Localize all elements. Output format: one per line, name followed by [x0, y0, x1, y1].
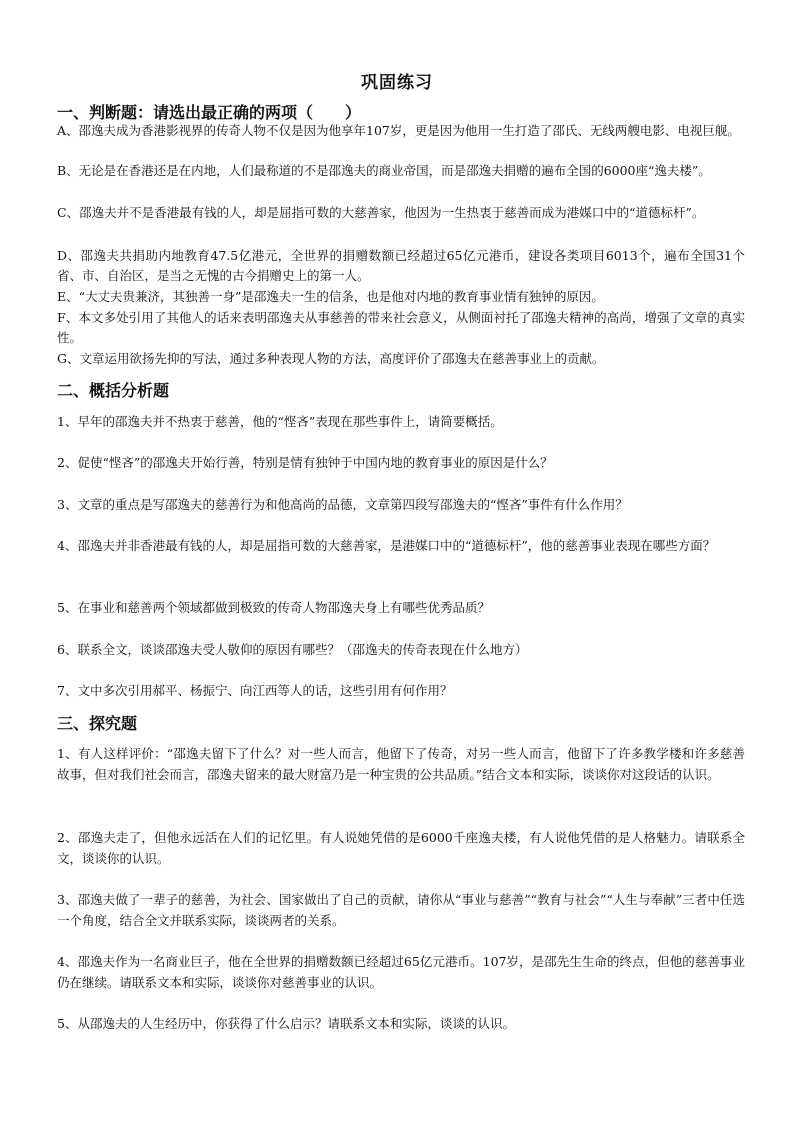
analysis-question-3: 3、文章的重点是写邵逸夫的慈善行为和他高尚的品德，文章第四段写邵逸夫的“悭吝”事件有什么作用？ [57, 497, 628, 512]
section3-heading: 三、探究题 [57, 714, 138, 733]
analysis-question-2: 2、促使“悭吝”的邵逸夫开始行善，特别是情有独钟于中国内地的教育事业的原因是什么？ [57, 455, 553, 470]
option-d: D、邵逸夫共捐助内地教育47.5亿港元，全世界的捐赠数额已经超过65亿元港币，建设各类项目6013个，遍布全国31个省、市、自治区，是当之无愧的古今捐赠史上的第一人。 [57, 248, 745, 283]
option-g: G、文章运用欲扬先抑的写法，通过多种表现人物的方法，高度评价了邵逸夫在慈善事业上的贡献。 [57, 351, 605, 366]
option-b: B、无论是在香港还是在内地，人们最称道的不是邵逸夫的商业帝国，而是邵逸夫捐赠的遍布全国的6000座“逸夫楼”。 [57, 163, 711, 178]
inquiry-question-5: 5、从邵逸夫的人生经历中，你获得了什么启示？请联系文本和实际，谈谈的认识。 [57, 1016, 515, 1031]
inquiry-question-2: 2、邵逸夫走了，但他永远活在人们的记忆里。有人说她凭借的是6000千座逸夫楼，有人说他凭借的是人格魅力。请联系全文，谈谈你的认识。 [57, 830, 745, 866]
inquiry-question-4: 4、邵逸夫作为一名商业巨子，他在全世界的捐赠数额已经超过65亿元港币。107岁，是邵先生生命的终点，但他的慈善事业仍在继续。请联系文本和实际，谈谈你对慈善事业的认识。 [57, 954, 745, 990]
analysis-question-1: 1、早年的邵逸夫并不热衷于慈善，他的“悭吝”表现在那些事件上，请简要概括。 [57, 414, 503, 429]
option-c: C、邵逸夫并不是香港最有钱的人，却是屈指可数的大慈善家，他因为一生热衷于慈善而成为港媒口中的“道德标杆”。 [57, 205, 705, 220]
analysis-question-7: 7、文中多次引用郝平、杨振宁、向江西等人的话，这些引用有何作用？ [57, 683, 453, 698]
analysis-question-5: 5、在事业和慈善两个领域都做到极致的传奇人物邵逸夫身上有哪些优秀品质？ [57, 600, 490, 615]
option-a: A、邵逸夫成为香港影视界的传奇人物不仅是因为他享年107岁，更是因为他用一生打造了邵氏、无线两艘电影、电视巨舰。 [57, 123, 740, 138]
analysis-question-6: 6、联系全文，谈谈邵逸夫受人敬仰的原因有哪些？（邵逸夫的传奇表现在什么地方） [57, 642, 528, 657]
page-title: 巩固练习 [361, 73, 433, 93]
inquiry-question-3: 3、邵逸夫做了一辈子的慈善，为社会、国家做出了自己的贡献，请你从“事业与慈善”“教育与社会”“人生与奉献”三者中任选一个角度，结合全文并联系实际，谈谈两者的关系。 [57, 892, 745, 928]
section1-heading: 一、判断题：请选出最正确的两项（ ） [57, 103, 362, 122]
option-e: E、“大丈夫贵兼济，其独善一身”是邵逸夫一生的信条，也是他对内地的教育事业情有独钟的原因。 [57, 289, 604, 304]
inquiry-question-1: 1、有人这样评价：“邵逸夫留下了什么？对一些人而言，他留下了传奇，对另一些人而言，他留下了许多教学楼和许多慈善故事，但对我们社会而言，邵逸夫留来的最大财富乃是一种宝贵的公共品质。”结合文本和实际，谈谈你对这段话的认识。 [57, 746, 745, 782]
analysis-question-4: 4、邵逸夫并非香港最有钱的人，却是屈指可数的大慈善家，是港媒口中的“道德标杆”，他的慈善事业表现在哪些方面？ [57, 538, 716, 553]
option-f: F、本文多处引用了其他人的话来表明邵逸夫从事慈善的带来社会意义，从侧面衬托了邵逸夫精神的高尚，增强了文章的真实性。 [57, 310, 745, 345]
section2-heading: 二、概括分析题 [57, 381, 170, 400]
